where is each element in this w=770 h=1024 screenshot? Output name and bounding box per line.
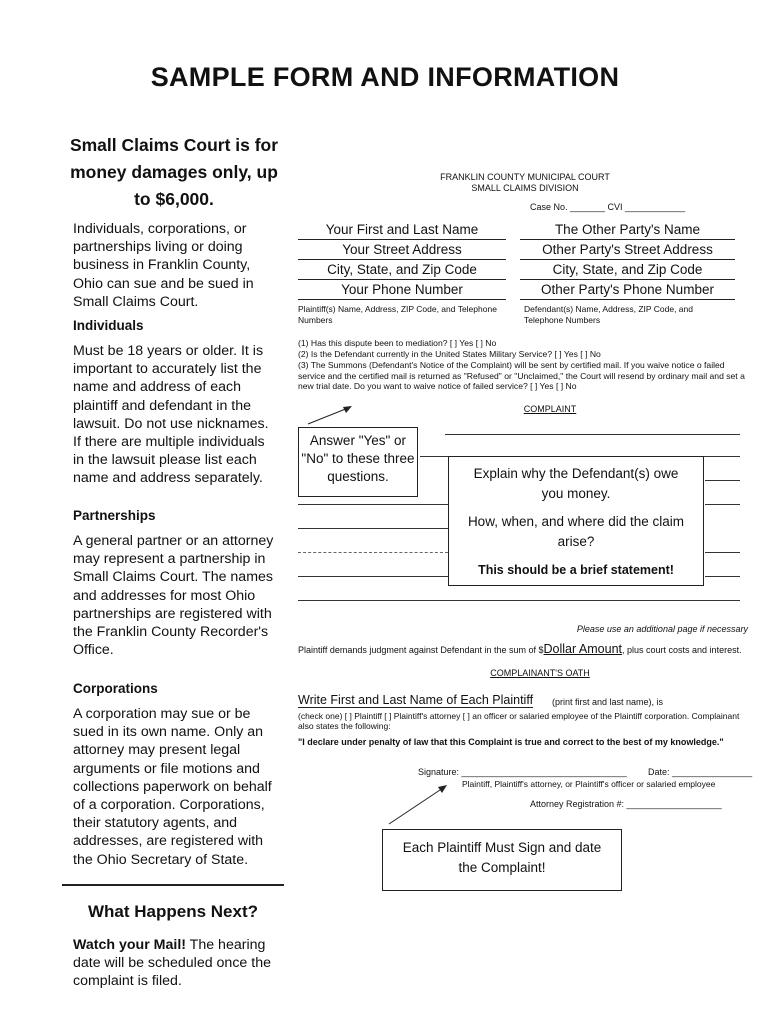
oath-check: (check one) [ ] Plaintiff [ ] Plaintiff's attorney [ ] an officer or salaried employee of the Plaintiff corporation. Complainant also states the following: <box>298 711 740 731</box>
page-title: SAMPLE FORM AND INFORMATION <box>150 62 620 92</box>
case-number: Case No. _______ CVI ____________ <box>530 202 686 212</box>
complaint-line[interactable] <box>298 600 740 601</box>
partnerships-heading: Partnerships <box>73 508 156 523</box>
question-3: (3) The Summons (Defendant's Notice of the Complaint) will be sent by certified mail. If you waive notice o failed service and the certified mail is returned as "Refused" or "Unclaimed," the Court will resend by ordinary mail and set a new trial date. Do you want to waive notice of failed service? [ ] Yes [ ] No <box>298 360 745 391</box>
next-body: The hearing date will be scheduled once the complaint is filed. <box>73 937 271 990</box>
next-bold: Watch your Mail! <box>73 937 186 953</box>
dollar-amount-field[interactable]: Dollar Amount <box>543 642 623 656</box>
additional-page-note: Please use an additional page if necessary <box>576 624 748 634</box>
court-name <box>400 172 650 194</box>
defendant-phone-field[interactable]: Other Party's Phone Number <box>520 281 735 300</box>
oath-name-field[interactable]: Write First and Last Name of Each Plaintiff <box>298 693 534 707</box>
defendant-caption: Defendant(s) Name, Address, ZIP Code, and Telephone Numbers <box>524 304 693 325</box>
court-line-2: SMALL CLAIMS DIVISION <box>471 183 579 193</box>
plaintiff-phone-field[interactable]: Your Phone Number <box>298 281 506 300</box>
court-line-1: FRANKLIN COUNTY MUNICIPAL COURT <box>440 172 610 182</box>
oath-heading: COMPLAINANT'S OATH <box>490 668 590 678</box>
complaint-line[interactable] <box>705 504 740 505</box>
intro-text: Individuals, corporations, or partnerships living or doing business in Franklin County, Ohio can sue and be sued in Small Claims Court. <box>73 221 254 310</box>
partnerships-text: A general partner or an attorney may represent a partnership in Small Claims Court. The names and addresses for most Ohio partnerships are registered with the Franklin County Recorder's Office. <box>73 533 274 659</box>
individuals-heading: Individuals <box>73 318 144 333</box>
date-line[interactable]: Date: ________________ <box>648 767 753 777</box>
note-explain-1: Explain why the Defendant(s) owe you money. <box>473 466 679 501</box>
oath-declaration: "I declare under penalty of law that this Complaint is true and correct to the best of my knowledge." <box>298 737 724 747</box>
plaintiff-city-field[interactable]: City, State, and Zip Code <box>298 261 506 280</box>
section-divider <box>62 884 284 886</box>
note-explain-2: How, when, and where did the claim arise? <box>467 514 685 549</box>
demand-post: , plus court costs and interest. <box>622 645 742 655</box>
attorney-registration[interactable]: Attorney Registration #: ___________________ <box>530 799 722 809</box>
demand-statement <box>298 644 753 656</box>
plaintiff-caption: Plaintiff(s) Name, Address, ZIP Code, and Telephone Numbers <box>298 304 497 325</box>
arrow-icon <box>300 398 360 428</box>
question-1: (1) Has this dispute been to mediation? [ ] Yes [ ] No <box>298 338 497 348</box>
note-answer-box: Answer "Yes" or "No" to these three questions. <box>298 427 418 497</box>
plaintiff-name-field[interactable]: Your First and Last Name <box>298 221 506 240</box>
corporations-heading: Corporations <box>73 681 158 696</box>
complaint-line[interactable] <box>298 552 448 553</box>
signature-line[interactable]: Signature: _________________________________ <box>418 767 627 777</box>
note-sign-box: Each Plaintiff Must Sign and date the Complaint! <box>382 829 622 891</box>
demand-pre: Plaintiff demands judgment against Defendant in the sum of $ <box>298 645 544 655</box>
signature-caption: Plaintiff, Plaintiff's attorney, or Plaintiff's officer or salaried employee <box>462 779 716 789</box>
complaint-line[interactable] <box>445 434 740 435</box>
arrow-icon <box>385 778 455 828</box>
plaintiff-address-field[interactable]: Your Street Address <box>298 241 506 260</box>
defendant-city-field[interactable]: City, State, and Zip Code <box>520 261 735 280</box>
complaint-heading: COMPLAINT <box>523 404 577 414</box>
complaint-line[interactable] <box>298 504 448 505</box>
complaint-line[interactable] <box>705 480 740 481</box>
corporations-text: A corporation may sue or be sued in its own name. Only an attorney may present legal arguments or file motions and collections paperwork on behalf of a corporation. Corporations, their statutory agents, and addresses, are registered with the Ohio Secretary of State. <box>73 706 272 868</box>
complaint-line[interactable] <box>705 552 740 553</box>
complaint-line[interactable] <box>705 576 740 577</box>
lead-statement: Small Claims Court is for money damages only, up to $6,000. <box>69 135 279 209</box>
complaint-line[interactable] <box>298 576 448 577</box>
defendant-address-field[interactable]: Other Party's Street Address <box>520 241 735 260</box>
next-heading: What Happens Next? <box>87 902 259 921</box>
note-explain-box <box>448 456 704 586</box>
individuals-text: Must be 18 years or older. It is important to accurately list the name and address of each plaintiff and defendant in the lawsuit. Do not use nicknames. If there are multiple individuals in the lawsuit please list each name and address separately. <box>73 343 269 487</box>
complaint-line[interactable] <box>298 528 448 529</box>
note-explain-3: This should be a brief statement! <box>478 563 674 577</box>
oath-name-post: (print first and last name), is <box>552 697 664 707</box>
defendant-name-field[interactable]: The Other Party's Name <box>520 221 735 240</box>
question-2: (2) Is the Defendant currently in the United States Military Service? [ ] Yes [ ] No <box>298 349 601 359</box>
next-text <box>73 936 273 991</box>
